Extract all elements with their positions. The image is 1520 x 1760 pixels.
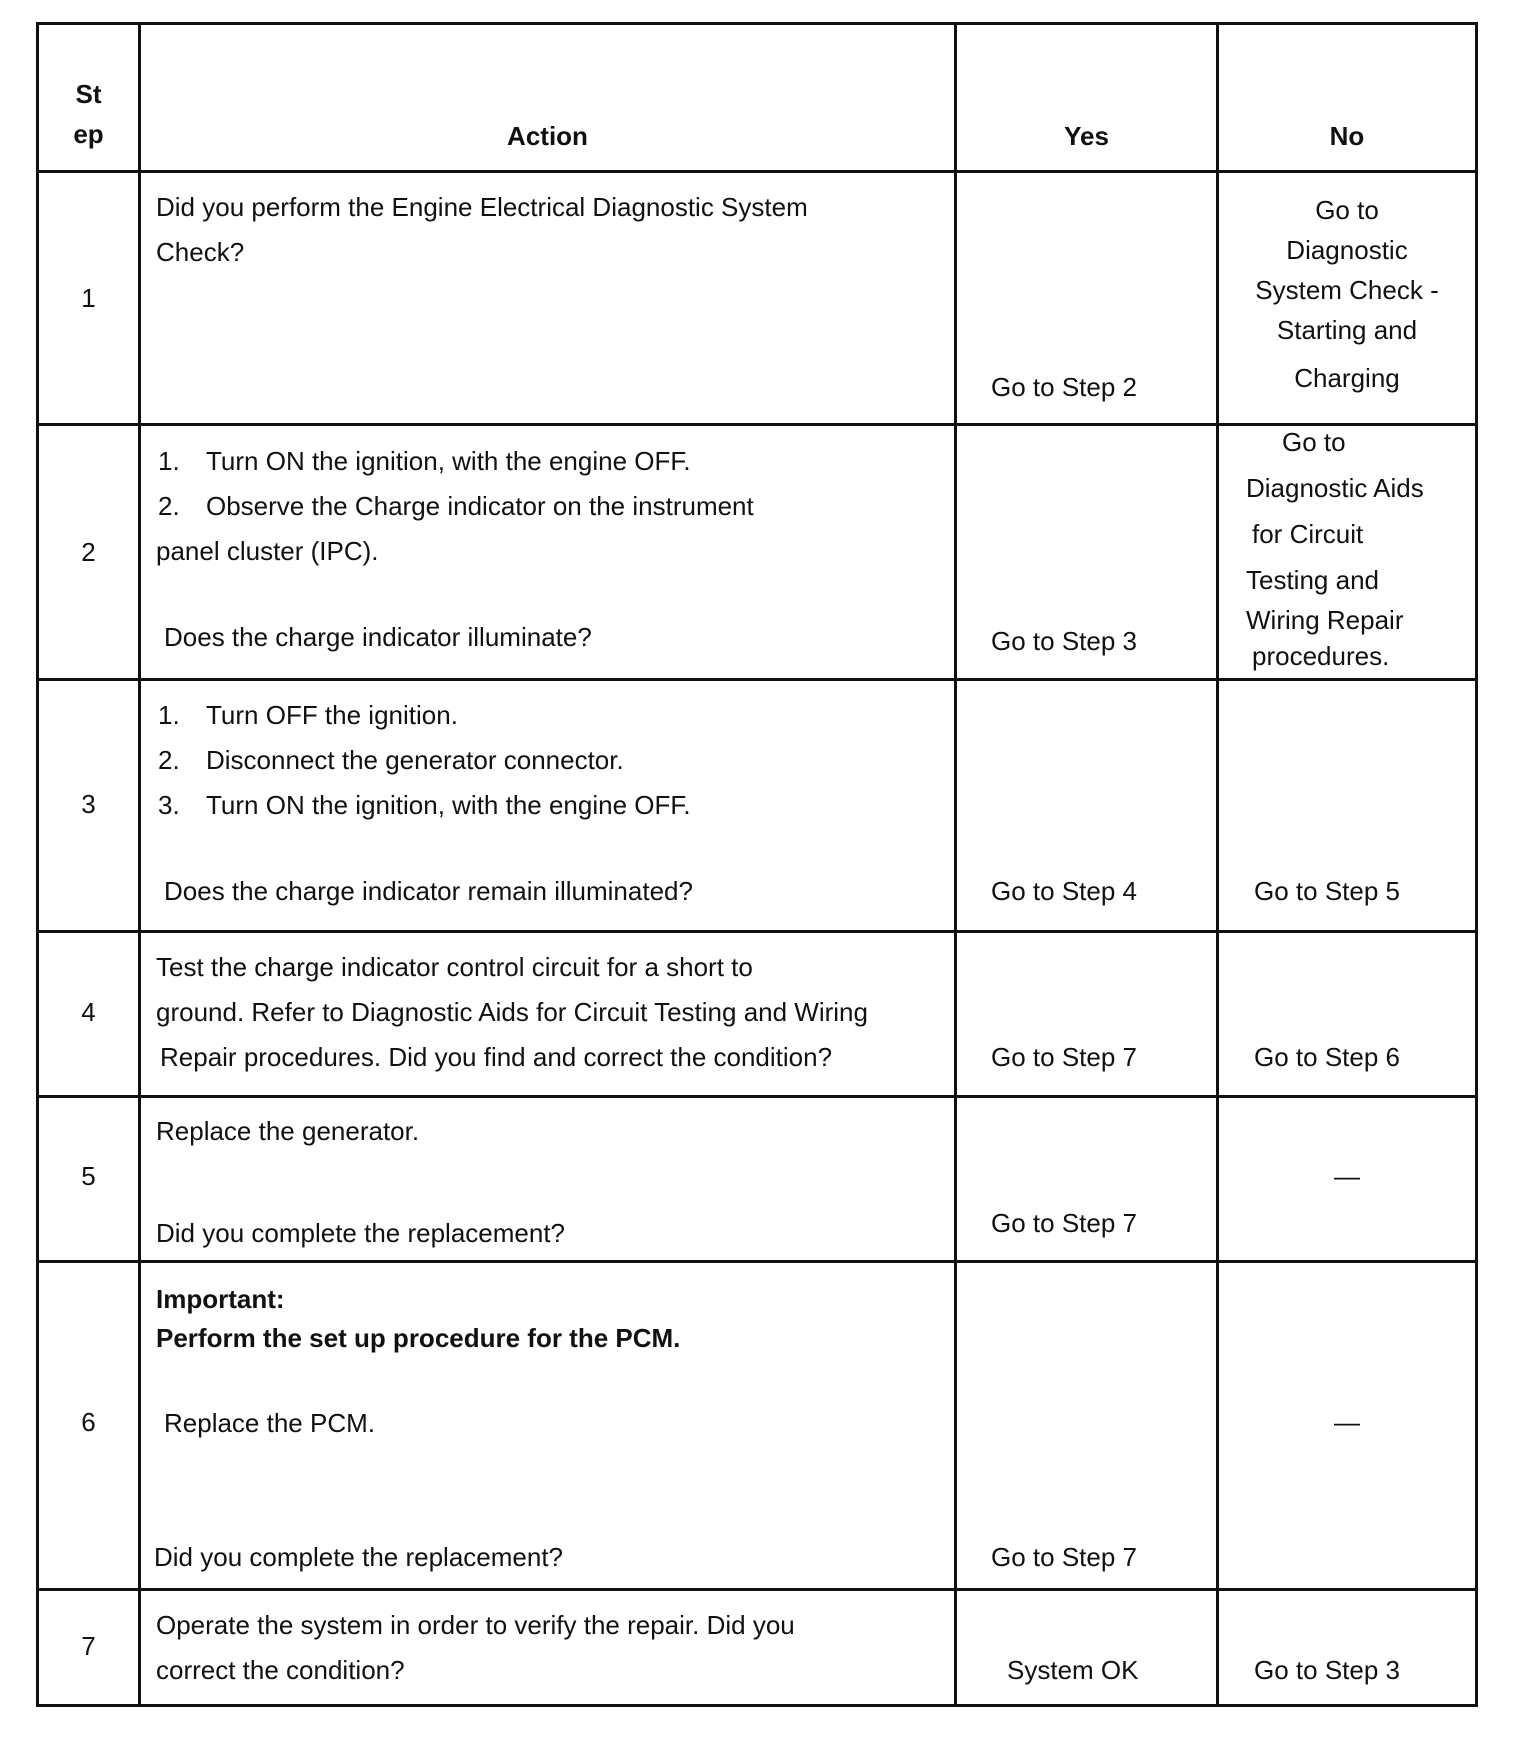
no-link-line: Testing and <box>1246 565 1379 595</box>
item-text: Turn OFF the ignition. <box>206 700 458 730</box>
table-border-bottom <box>36 1704 1478 1707</box>
step-number: 6 <box>81 1407 96 1437</box>
no-link-line: Wiring Repair <box>1246 605 1404 635</box>
no-dash: — <box>1334 1407 1360 1437</box>
no-link-line: Diagnostic <box>1286 235 1408 265</box>
row-divider <box>36 1588 1478 1591</box>
action-text: Test the charge indicator control circuit for a short to <box>156 952 753 982</box>
yes-link[interactable]: Go to Step 3 <box>991 626 1137 656</box>
item-number: 1. <box>158 700 180 730</box>
step-number: 5 <box>81 1161 96 1191</box>
row-divider <box>36 170 1478 173</box>
header-yes: Yes <box>1064 121 1109 151</box>
no-link-line: System Check - <box>1255 275 1439 305</box>
no-link[interactable] <box>1246 422 1475 676</box>
important-text: Perform the set up procedure for the PCM. <box>156 1323 681 1353</box>
row-divider <box>36 1095 1478 1098</box>
no-link[interactable] <box>1219 190 1475 398</box>
no-dash: — <box>1334 1161 1360 1191</box>
yes-link[interactable]: Go to Step 2 <box>991 372 1137 402</box>
table-border-right <box>1475 22 1478 1707</box>
no-link[interactable]: Go to Step 6 <box>1254 1042 1400 1072</box>
item-text: Observe the Charge indicator on the instrument <box>206 491 754 521</box>
no-link-line: Starting and <box>1276 315 1418 345</box>
item-number: 1. <box>158 446 180 476</box>
no-link[interactable]: Go to Step 3 <box>1254 1655 1400 1685</box>
action-text: correct the condition? <box>156 1655 405 1685</box>
step-number: 7 <box>81 1631 96 1661</box>
action-text: Replace the PCM. <box>164 1408 375 1438</box>
yes-link[interactable]: Go to Step 7 <box>991 1542 1137 1572</box>
no-link-line: Diagnostic Aids <box>1246 473 1424 503</box>
no-link-line: Go to <box>1315 195 1379 225</box>
row-divider <box>36 1260 1478 1263</box>
step-number: 4 <box>81 997 96 1027</box>
item-text: Disconnect the generator connector. <box>206 745 624 775</box>
action-text: Check? <box>156 237 245 267</box>
no-link-line: procedures. <box>1252 641 1390 671</box>
item-text: Turn ON the ignition, with the engine OFF. <box>206 446 691 476</box>
col-divider <box>138 22 141 1707</box>
no-link[interactable]: Go to Step 5 <box>1254 876 1400 906</box>
action-text: Did you perform the Engine Electrical Diagnostic System <box>156 192 808 222</box>
action-item <box>158 745 624 776</box>
action-text: Operate the system in order to verify the repair. Did you <box>156 1610 795 1640</box>
action-text: panel cluster (IPC). <box>156 536 379 566</box>
header-step-line: ep <box>73 119 104 149</box>
yes-result: System OK <box>1007 1655 1139 1685</box>
yes-link[interactable]: Go to Step 4 <box>991 876 1137 906</box>
yes-link[interactable]: Go to Step 7 <box>991 1042 1137 1072</box>
action-text: Repair procedures. Did you find and correct the condition? <box>160 1042 833 1072</box>
step-number: 2 <box>81 537 96 567</box>
question-text: Does the charge indicator remain illuminated? <box>164 876 693 906</box>
item-number: 2. <box>158 745 180 775</box>
important-label: Important: <box>156 1284 285 1314</box>
step-number: 1 <box>81 283 96 313</box>
question-text: Did you complete the replacement? <box>154 1542 564 1572</box>
header-step-line: St <box>75 79 102 109</box>
item-text: Turn ON the ignition, with the engine OFF. <box>206 790 691 820</box>
item-number: 2. <box>158 491 180 521</box>
step-number: 3 <box>81 789 96 819</box>
table-border-left <box>36 22 39 1707</box>
table-border-top <box>36 22 1478 25</box>
header-step <box>39 74 138 154</box>
action-item <box>158 446 691 477</box>
row-divider <box>36 678 1478 681</box>
col-divider <box>954 22 957 1707</box>
row-divider <box>36 930 1478 933</box>
question-text: Did you complete the replacement? <box>156 1218 566 1248</box>
action-item <box>158 491 754 522</box>
item-number: 3. <box>158 790 180 820</box>
action-text: Replace the generator. <box>156 1116 420 1146</box>
no-link-line: Charging <box>1294 363 1400 393</box>
question-text: Does the charge indicator illuminate? <box>164 622 592 652</box>
no-link-line: for Circuit <box>1252 519 1364 549</box>
header-action: Action <box>507 121 588 151</box>
header-no: No <box>1329 121 1365 151</box>
no-link-line: Go to <box>1282 427 1346 457</box>
action-text: ground. Refer to Diagnostic Aids for Circuit Testing and Wiring <box>156 997 868 1027</box>
diagnostic-table <box>36 22 1478 1707</box>
action-item <box>158 790 691 821</box>
action-item <box>158 700 458 731</box>
yes-link[interactable]: Go to Step 7 <box>991 1208 1137 1238</box>
